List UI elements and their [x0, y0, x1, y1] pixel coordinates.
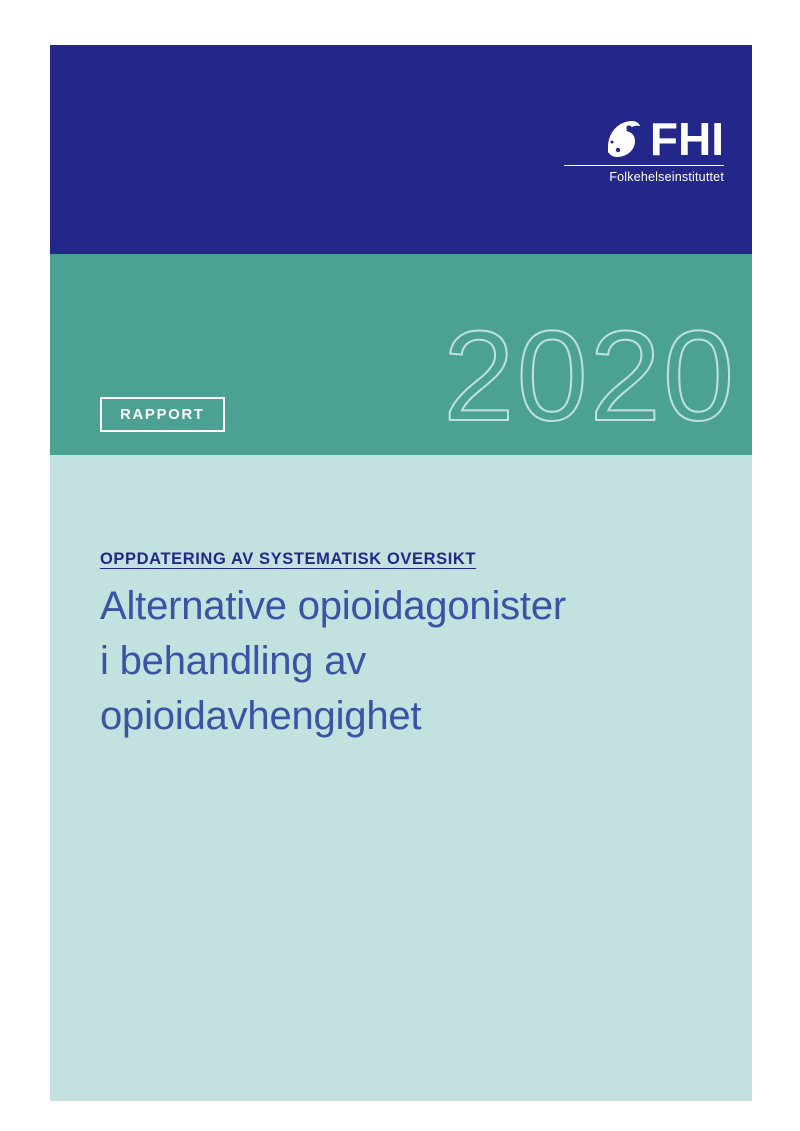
cover-artwork — [50, 45, 752, 1101]
logo-acronym: FHI — [649, 113, 724, 165]
logo-divider — [564, 165, 724, 166]
fhi-bird-logo-icon — [602, 117, 642, 161]
document-kicker: OPPDATERING AV SYSTEMATISK OVERSIKT — [100, 550, 477, 568]
title-band — [50, 455, 752, 1101]
report-type-badge: RAPPORT — [100, 397, 225, 432]
title-line-1: Alternative opioidagonister — [100, 584, 567, 628]
logo-row — [564, 113, 724, 165]
logo-full-name: Folkehelseinstituttet — [609, 170, 724, 184]
title-line-2: i behandling av — [100, 639, 367, 683]
header-band — [50, 45, 752, 254]
document-title — [100, 579, 692, 744]
title-block — [100, 550, 692, 744]
fhi-logo — [564, 113, 724, 184]
title-line-3: opioidavhengighet — [100, 694, 422, 738]
year-label: 2020 — [443, 305, 736, 448]
